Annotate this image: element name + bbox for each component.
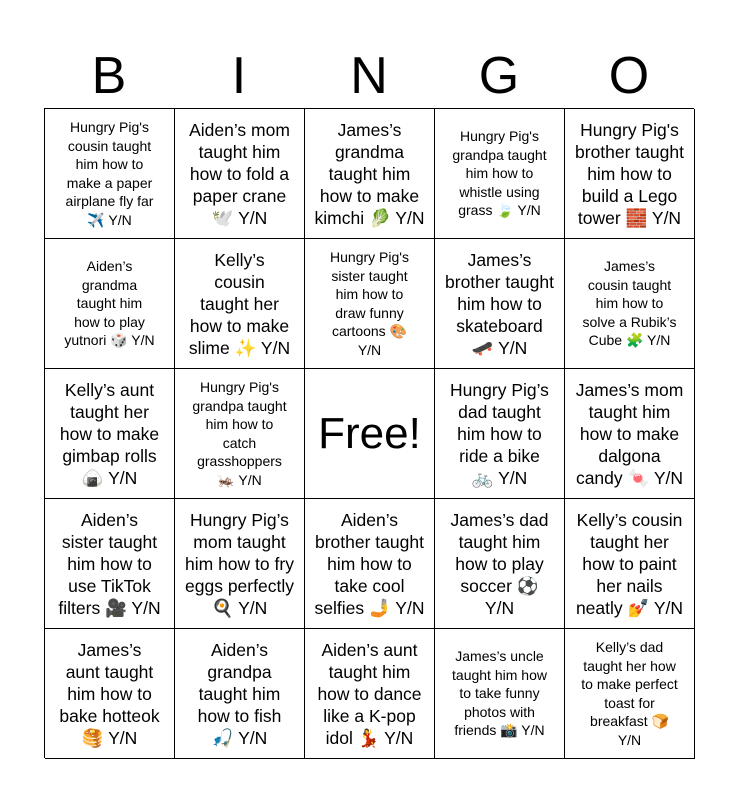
cell-text: James’s uncle taught him how to take funny photos with friends 📸 Y/N (452, 648, 547, 739)
cell-text: Aiden’s mom taught him how to fold a paper crane 🕊️ Y/N (189, 119, 290, 228)
header-letter-o: O (608, 47, 650, 105)
bingo-cell[interactable] (305, 629, 435, 759)
bingo-cell[interactable] (435, 239, 565, 369)
header-letter-n: N (350, 47, 388, 105)
bingo-cell[interactable] (435, 499, 565, 629)
cell-text: James’s aunt taught him how to bake hotteok 🥞 Y/N (59, 639, 160, 748)
bingo-cell[interactable] (45, 369, 175, 499)
bingo-cell[interactable] (435, 109, 565, 239)
cell-text: James’s mom taught him how to make dalgona candy 🍬 Y/N (575, 379, 684, 488)
cell-text: Hungry Pig’s dad taught him how to ride a bike 🚲 Y/N (450, 379, 549, 488)
bingo-cell[interactable] (435, 629, 565, 759)
bingo-cell[interactable] (435, 369, 565, 499)
cell-text: Kelly’s cousin taught her how to paint her nails neatly 💅 Y/N (575, 509, 684, 618)
bingo-cell[interactable] (305, 499, 435, 629)
cell-text: Hungry Pig's brother taught him how to build a Lego tower 🧱 Y/N (575, 119, 684, 228)
bingo-cell[interactable] (175, 629, 305, 759)
cell-text: James’s cousin taught him how to solve a Rubik’s Cube 🧩 Y/N (582, 258, 677, 349)
bingo-cell[interactable] (45, 109, 175, 239)
bingo-cell[interactable] (175, 499, 305, 629)
bingo-cell[interactable] (305, 239, 435, 369)
bingo-cell[interactable] (305, 109, 435, 239)
bingo-cell[interactable] (565, 239, 695, 369)
header-letter-b: B (91, 47, 127, 105)
bingo-cell[interactable] (565, 369, 695, 499)
free-space-label: Free! (318, 408, 421, 458)
bingo-header (44, 44, 694, 108)
bingo-cell[interactable] (45, 499, 175, 629)
cell-text: Aiden’s grandma taught him how to play yutnori 🎲 Y/N (64, 258, 155, 349)
bingo-cell[interactable] (45, 629, 175, 759)
cell-text: Kelly’s cousin taught her how to make slime ✨ Y/N (188, 249, 291, 358)
cell-text: James’s dad taught him how to play soccer ⚽ Y/N (450, 509, 549, 618)
cell-text: Aiden’s aunt taught him how to dance like a K-pop idol 💃 Y/N (317, 639, 422, 748)
bingo-cell[interactable] (565, 499, 695, 629)
header-letter-i: I (231, 47, 247, 105)
cell-text: James’s grandma taught him how to make kimchi 🥬 Y/N (314, 119, 425, 228)
cell-text: Hungry Pig's sister taught him how to draw funny cartoons 🎨 Y/N (330, 249, 409, 358)
header-letter-g: G (478, 47, 520, 105)
bingo-cell[interactable] (565, 629, 695, 759)
bingo-board (44, 108, 694, 758)
cell-text: Aiden’s sister taught him how to use TikTok filters 🎥 Y/N (58, 509, 161, 618)
cell-text: Aiden’s grandpa taught him how to fish 🎣 Y/N (197, 639, 282, 748)
cell-text: Kelly’s dad taught her how to make perfect toast for breakfast 🍞 Y/N (581, 639, 678, 748)
cell-text: Hungry Pig's cousin taught him how to make a paper airplane fly far ✈️ Y/N (65, 119, 154, 228)
cell-text: James’s brother taught him how to skateboard 🛹 Y/N (445, 249, 554, 358)
bingo-cell[interactable] (175, 239, 305, 369)
bingo-cell[interactable] (565, 109, 695, 239)
cell-text: Hungry Pig’s mom taught him how to fry eggs perfectly 🍳 Y/N (185, 509, 294, 618)
cell-text: Kelly’s aunt taught her how to make gimbap rolls 🍙 Y/N (59, 379, 160, 488)
bingo-cell[interactable] (45, 239, 175, 369)
free-space[interactable] (305, 369, 435, 499)
bingo-cell[interactable] (175, 109, 305, 239)
cell-text: Hungry Pig's grandpa taught him how to whistle using grass 🍃 Y/N (452, 128, 547, 219)
bingo-cell[interactable] (175, 369, 305, 499)
cell-text: Hungry Pig's grandpa taught him how to catch grasshoppers 🦗 Y/N (192, 379, 287, 488)
cell-text: Aiden’s brother taught him how to take cool selfies 🤳 Y/N (314, 509, 425, 618)
